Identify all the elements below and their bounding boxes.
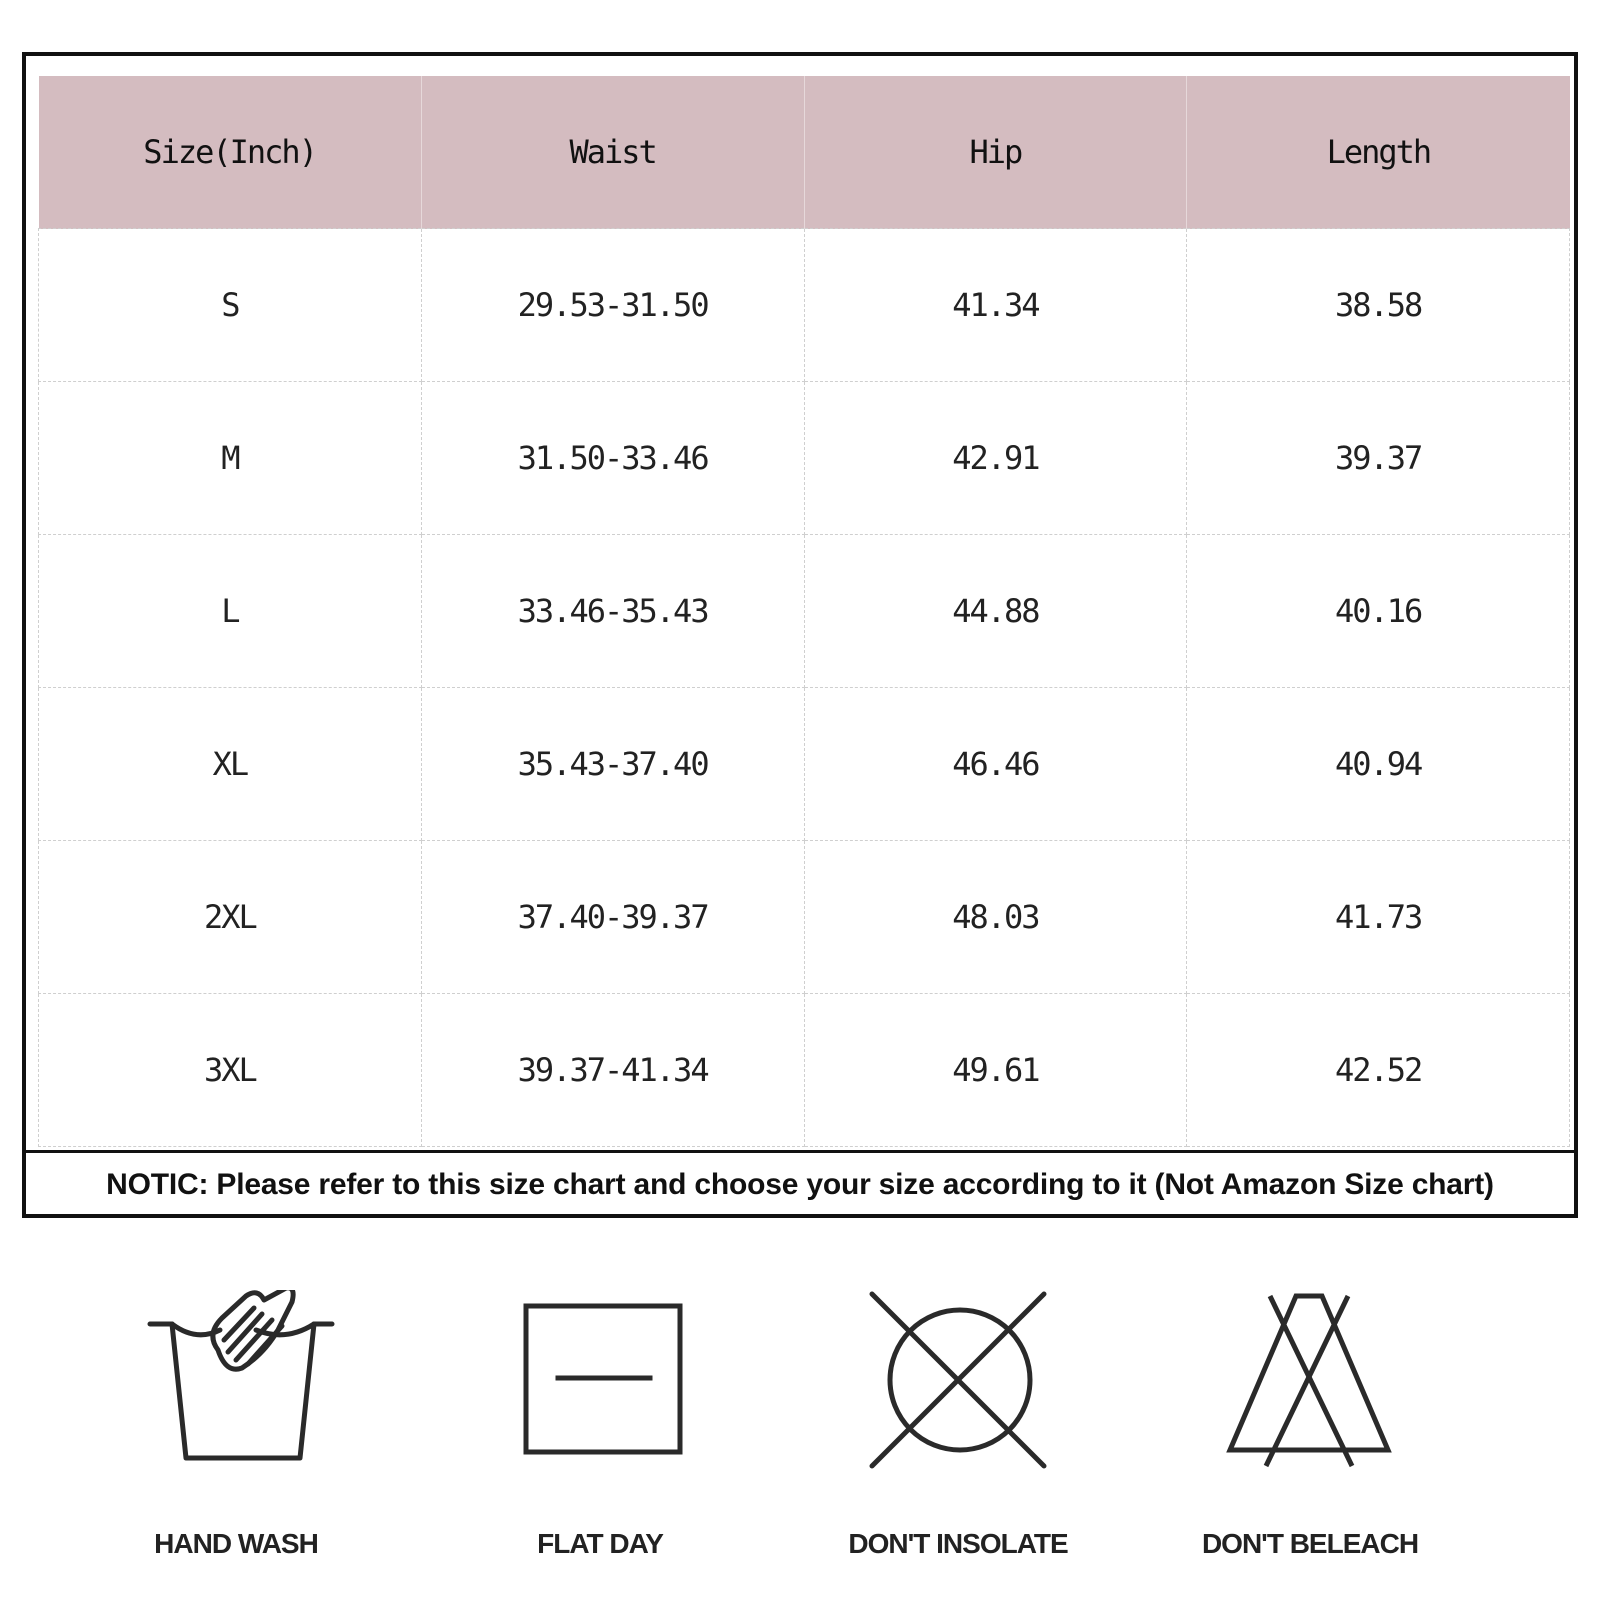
table-row <box>39 229 1570 382</box>
table-row <box>39 994 1570 1147</box>
hand-wash-icon <box>136 1290 336 1470</box>
waist-cell: 29.53-31.50 <box>421 229 804 382</box>
care-item-dont-bleach <box>1160 1290 1460 1560</box>
care-item-flat-dry <box>450 1290 750 1560</box>
length-cell: 42.52 <box>1187 994 1570 1147</box>
hip-cell: 41.34 <box>804 229 1187 382</box>
header-size: Size(Inch) <box>39 76 422 229</box>
size-cell: 3XL <box>39 994 422 1147</box>
size-cell: S <box>39 229 422 382</box>
hip-cell: 46.46 <box>804 688 1187 841</box>
do-not-tumble-dry-icon <box>858 1290 1058 1470</box>
table-row <box>39 382 1570 535</box>
table-row <box>39 688 1570 841</box>
dont-bleach-label: DON'T BELEACH <box>1201 1528 1419 1559</box>
hip-cell: 49.61 <box>804 994 1187 1147</box>
do-not-bleach-icon <box>1210 1290 1410 1470</box>
flat-dry-icon <box>500 1290 700 1470</box>
waist-cell: 35.43-37.40 <box>421 688 804 841</box>
length-cell: 40.94 <box>1187 688 1570 841</box>
size-cell: 2XL <box>39 841 422 994</box>
hand-wash-label: HAND WASH <box>154 1528 318 1559</box>
header-length: Length <box>1187 76 1570 229</box>
hip-cell: 44.88 <box>804 535 1187 688</box>
flat-dry-label: FLAT DAY <box>537 1528 663 1559</box>
hip-cell: 42.91 <box>804 382 1187 535</box>
waist-cell: 39.37-41.34 <box>421 994 804 1147</box>
dont-insolate-label: DON'T INSOLATE <box>848 1528 1068 1559</box>
waist-cell: 33.46-35.43 <box>421 535 804 688</box>
table-row <box>39 841 1570 994</box>
notice-divider <box>26 1150 1574 1153</box>
size-chart-table <box>38 76 1570 1147</box>
size-chart-frame <box>22 52 1578 1218</box>
length-cell: 41.73 <box>1187 841 1570 994</box>
table-row <box>39 535 1570 688</box>
size-chart-header-row <box>39 76 1570 229</box>
length-cell: 38.58 <box>1187 229 1570 382</box>
care-item-hand-wash <box>86 1290 386 1560</box>
size-cell: XL <box>39 688 422 841</box>
length-cell: 40.16 <box>1187 535 1570 688</box>
length-cell: 39.37 <box>1187 382 1570 535</box>
waist-cell: 37.40-39.37 <box>421 841 804 994</box>
size-cell: M <box>39 382 422 535</box>
size-cell: L <box>39 535 422 688</box>
size-chart-notice: NOTIC: Please refer to this size chart and choose your size according to it (Not Amazon Size chart) <box>106 1168 1494 1201</box>
header-waist: Waist <box>421 76 804 229</box>
header-hip: Hip <box>804 76 1187 229</box>
care-item-dont-insolate <box>808 1290 1108 1560</box>
hip-cell: 48.03 <box>804 841 1187 994</box>
waist-cell: 31.50-33.46 <box>421 382 804 535</box>
